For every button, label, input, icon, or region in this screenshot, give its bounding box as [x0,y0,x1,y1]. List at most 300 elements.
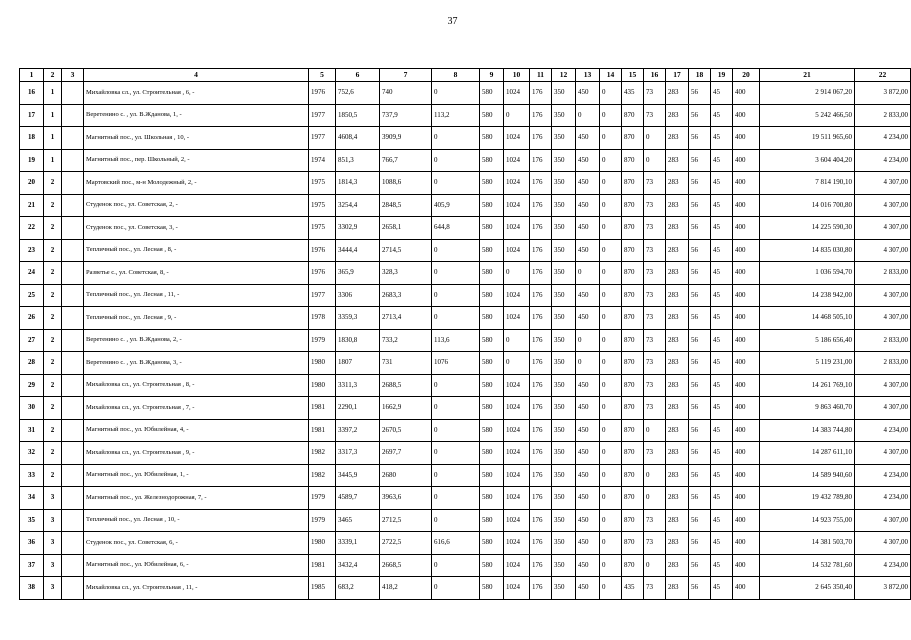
cell-col-21: 14 238 942,00 [760,284,855,307]
cell-col-7: 2658,1 [380,217,432,240]
cell-col-9: 580 [480,239,504,262]
cell-col-8: 0 [432,487,480,510]
cell-col-17: 283 [666,374,689,397]
cell-col-19: 45 [711,307,733,330]
cell-col-3 [62,194,84,217]
column-header-6: 6 [336,69,380,82]
cell-col-2: 2 [44,442,62,465]
cell-col-5: 1978 [309,307,336,330]
cell-col-17: 283 [666,419,689,442]
cell-col-15: 870 [622,554,644,577]
cell-col-13: 450 [576,532,600,555]
cell-col-19: 45 [711,262,733,285]
cell-col-14: 0 [600,104,622,127]
cell-col-22: 4 307,00 [855,307,911,330]
cell-col-15: 870 [622,149,644,172]
cell-col-4: Веретенино с. , ул. В.Жданова, 3, - [84,352,309,375]
cell-col-22: 4 307,00 [855,239,911,262]
cell-col-22: 2 833,00 [855,352,911,375]
cell-col-17: 283 [666,329,689,352]
cell-col-8: 616,6 [432,532,480,555]
cell-col-14: 0 [600,82,622,105]
column-header-4: 4 [84,69,309,82]
cell-col-15: 870 [622,104,644,127]
cell-col-20: 400 [733,194,760,217]
cell-col-8: 0 [432,262,480,285]
cell-col-7: 2848,5 [380,194,432,217]
cell-col-3 [62,487,84,510]
cell-col-6: 752,6 [336,82,380,105]
cell-col-21: 14 923 755,00 [760,509,855,532]
cell-col-12: 350 [552,397,576,420]
cell-col-22: 4 307,00 [855,442,911,465]
cell-col-22: 4 307,00 [855,284,911,307]
cell-col-3 [62,262,84,285]
cell-col-14: 0 [600,419,622,442]
cell-col-18: 56 [689,509,711,532]
cell-col-11: 176 [530,577,552,600]
cell-col-22: 4 307,00 [855,172,911,195]
cell-col-15: 870 [622,307,644,330]
cell-col-8: 0 [432,127,480,150]
cell-col-19: 45 [711,577,733,600]
cell-col-2: 3 [44,577,62,600]
cell-col-21: 19 432 789,80 [760,487,855,510]
cell-col-10: 1024 [504,82,530,105]
cell-col-8: 113,6 [432,329,480,352]
cell-col-22: 4 234,00 [855,554,911,577]
cell-col-17: 283 [666,239,689,262]
cell-col-7: 1088,6 [380,172,432,195]
cell-col-20: 400 [733,284,760,307]
cell-col-5: 1981 [309,419,336,442]
cell-col-11: 176 [530,374,552,397]
cell-col-6: 851,3 [336,149,380,172]
cell-col-9: 580 [480,464,504,487]
cell-col-20: 400 [733,442,760,465]
cell-col-7: 2680 [380,464,432,487]
column-header-14: 14 [600,69,622,82]
cell-col-17: 283 [666,487,689,510]
cell-col-11: 176 [530,172,552,195]
cell-col-12: 350 [552,554,576,577]
page-number: 37 [447,16,458,27]
cell-col-5: 1977 [309,284,336,307]
cell-col-7: 328,3 [380,262,432,285]
cell-col-15: 870 [622,172,644,195]
cell-col-6: 2290,1 [336,397,380,420]
cell-col-12: 350 [552,194,576,217]
table-row [20,104,911,127]
cell-col-16: 73 [644,329,666,352]
cell-col-2: 2 [44,172,62,195]
table-row [20,127,911,150]
cell-col-7: 731 [380,352,432,375]
cell-col-9: 580 [480,172,504,195]
cell-col-1: 23 [20,239,44,262]
column-header-1: 1 [20,69,44,82]
cell-col-5: 1982 [309,464,336,487]
cell-col-16: 73 [644,194,666,217]
cell-col-6: 3444,4 [336,239,380,262]
cell-col-8: 405,9 [432,194,480,217]
cell-col-3 [62,554,84,577]
cell-col-16: 0 [644,554,666,577]
cell-col-2: 2 [44,397,62,420]
column-header-9: 9 [480,69,504,82]
cell-col-5: 1980 [309,532,336,555]
cell-col-14: 0 [600,509,622,532]
cell-col-12: 350 [552,509,576,532]
cell-col-14: 0 [600,172,622,195]
cell-col-14: 0 [600,554,622,577]
cell-col-17: 283 [666,352,689,375]
column-header-11: 11 [530,69,552,82]
cell-col-9: 580 [480,329,504,352]
cell-col-14: 0 [600,307,622,330]
cell-col-14: 0 [600,329,622,352]
table-row [20,307,911,330]
cell-col-8: 0 [432,442,480,465]
cell-col-4: Магнитный пос., ул. Железнодорожная, 7, - [84,487,309,510]
cell-col-17: 283 [666,509,689,532]
cell-col-9: 580 [480,217,504,240]
cell-col-14: 0 [600,577,622,600]
cell-col-1: 35 [20,509,44,532]
cell-col-20: 400 [733,487,760,510]
cell-col-19: 45 [711,487,733,510]
cell-col-16: 73 [644,509,666,532]
cell-col-5: 1976 [309,239,336,262]
column-header-13: 13 [576,69,600,82]
cell-col-12: 350 [552,577,576,600]
cell-col-15: 870 [622,487,644,510]
cell-col-16: 73 [644,442,666,465]
cell-col-11: 176 [530,442,552,465]
cell-col-2: 2 [44,217,62,240]
cell-col-12: 350 [552,329,576,352]
cell-col-2: 2 [44,307,62,330]
cell-col-2: 2 [44,239,62,262]
column-header-5: 5 [309,69,336,82]
cell-col-16: 73 [644,104,666,127]
table-row [20,329,911,352]
cell-col-5: 1975 [309,217,336,240]
cell-col-17: 283 [666,262,689,285]
cell-col-4: Студенок пос., ул. Советская, 6, - [84,532,309,555]
cell-col-5: 1979 [309,509,336,532]
cell-col-22: 4 234,00 [855,149,911,172]
cell-col-13: 450 [576,172,600,195]
cell-col-1: 22 [20,217,44,240]
cell-col-20: 400 [733,554,760,577]
cell-col-13: 450 [576,239,600,262]
cell-col-3 [62,172,84,195]
cell-col-18: 56 [689,149,711,172]
cell-col-12: 350 [552,442,576,465]
cell-col-6: 1830,8 [336,329,380,352]
cell-col-21: 19 511 965,60 [760,127,855,150]
cell-col-2: 1 [44,82,62,105]
cell-col-8: 0 [432,374,480,397]
cell-col-14: 0 [600,262,622,285]
column-header-8: 8 [432,69,480,82]
register-table [19,68,911,600]
table-row [20,532,911,555]
cell-col-6: 1850,5 [336,104,380,127]
cell-col-10: 1024 [504,442,530,465]
cell-col-12: 350 [552,172,576,195]
cell-col-1: 29 [20,374,44,397]
cell-col-22: 2 833,00 [855,104,911,127]
cell-col-17: 283 [666,464,689,487]
cell-col-18: 56 [689,127,711,150]
cell-col-15: 870 [622,374,644,397]
cell-col-1: 26 [20,307,44,330]
cell-col-20: 400 [733,532,760,555]
cell-col-11: 176 [530,217,552,240]
cell-col-18: 56 [689,419,711,442]
cell-col-13: 450 [576,577,600,600]
cell-col-20: 400 [733,127,760,150]
cell-col-2: 2 [44,262,62,285]
cell-col-8: 0 [432,307,480,330]
cell-col-15: 870 [622,284,644,307]
cell-col-7: 2714,5 [380,239,432,262]
cell-col-1: 37 [20,554,44,577]
cell-col-3 [62,239,84,262]
cell-col-16: 73 [644,374,666,397]
cell-col-15: 870 [622,262,644,285]
cell-col-10: 1024 [504,194,530,217]
table-row [20,82,911,105]
cell-col-22: 4 307,00 [855,532,911,555]
cell-col-15: 870 [622,397,644,420]
cell-col-18: 56 [689,284,711,307]
column-header-19: 19 [711,69,733,82]
cell-col-19: 45 [711,352,733,375]
cell-col-3 [62,419,84,442]
cell-col-5: 1981 [309,397,336,420]
cell-col-19: 45 [711,419,733,442]
cell-col-17: 283 [666,172,689,195]
cell-col-3 [62,329,84,352]
cell-col-20: 400 [733,172,760,195]
cell-col-5: 1979 [309,329,336,352]
cell-col-19: 45 [711,397,733,420]
cell-col-3 [62,82,84,105]
cell-col-10: 1024 [504,487,530,510]
cell-col-21: 14 835 030,80 [760,239,855,262]
cell-col-11: 176 [530,284,552,307]
cell-col-19: 45 [711,374,733,397]
column-header-10: 10 [504,69,530,82]
cell-col-11: 176 [530,239,552,262]
cell-col-3 [62,374,84,397]
cell-col-5: 1980 [309,352,336,375]
cell-col-7: 2697,7 [380,442,432,465]
cell-col-12: 350 [552,532,576,555]
cell-col-10: 0 [504,262,530,285]
cell-col-15: 870 [622,217,644,240]
cell-col-1: 32 [20,442,44,465]
cell-col-10: 1024 [504,374,530,397]
cell-col-9: 580 [480,397,504,420]
cell-col-4: Михайловка сл., ул. Строительная , 11, - [84,577,309,600]
cell-col-11: 176 [530,194,552,217]
cell-col-3 [62,352,84,375]
cell-col-6: 3339,1 [336,532,380,555]
cell-col-21: 14 383 744,80 [760,419,855,442]
cell-col-11: 176 [530,307,552,330]
cell-col-2: 2 [44,374,62,397]
cell-col-21: 14 468 505,10 [760,307,855,330]
cell-col-16: 73 [644,82,666,105]
cell-col-20: 400 [733,509,760,532]
cell-col-21: 2 645 350,40 [760,577,855,600]
cell-col-15: 435 [622,82,644,105]
cell-col-10: 1024 [504,217,530,240]
cell-col-11: 176 [530,397,552,420]
cell-col-19: 45 [711,82,733,105]
cell-col-4: Магнитный пос., пер. Школьный, 2, - [84,149,309,172]
cell-col-12: 350 [552,374,576,397]
cell-col-13: 450 [576,82,600,105]
cell-col-7: 737,9 [380,104,432,127]
cell-col-1: 28 [20,352,44,375]
cell-col-4: Магнитный пос., ул. Школьная , 10, - [84,127,309,150]
cell-col-3 [62,127,84,150]
table-row [20,577,911,600]
cell-col-10: 1024 [504,284,530,307]
cell-col-15: 870 [622,239,644,262]
cell-col-14: 0 [600,217,622,240]
cell-col-3 [62,217,84,240]
cell-col-6: 3465 [336,509,380,532]
cell-col-9: 580 [480,509,504,532]
cell-col-20: 400 [733,262,760,285]
cell-col-1: 17 [20,104,44,127]
cell-col-18: 56 [689,487,711,510]
cell-col-6: 683,2 [336,577,380,600]
cell-col-12: 350 [552,307,576,330]
cell-col-14: 0 [600,194,622,217]
cell-col-12: 350 [552,487,576,510]
column-header-21: 21 [760,69,855,82]
table-row [20,419,911,442]
cell-col-10: 1024 [504,532,530,555]
cell-col-2: 2 [44,419,62,442]
cell-col-20: 400 [733,374,760,397]
cell-col-7: 1662,9 [380,397,432,420]
cell-col-11: 176 [530,104,552,127]
cell-col-18: 56 [689,554,711,577]
cell-col-20: 400 [733,104,760,127]
cell-col-5: 1981 [309,554,336,577]
cell-col-21: 14 532 781,60 [760,554,855,577]
cell-col-18: 56 [689,352,711,375]
cell-col-2: 1 [44,127,62,150]
cell-col-7: 740 [380,82,432,105]
cell-col-2: 3 [44,509,62,532]
cell-col-8: 0 [432,464,480,487]
cell-col-18: 56 [689,397,711,420]
cell-col-9: 580 [480,554,504,577]
cell-col-2: 3 [44,554,62,577]
cell-col-16: 0 [644,127,666,150]
header-row [20,69,911,82]
cell-col-19: 45 [711,149,733,172]
cell-col-17: 283 [666,127,689,150]
cell-col-13: 450 [576,554,600,577]
cell-col-6: 3445,9 [336,464,380,487]
cell-col-8: 644,8 [432,217,480,240]
cell-col-5: 1977 [309,104,336,127]
cell-col-3 [62,509,84,532]
cell-col-2: 1 [44,104,62,127]
cell-col-14: 0 [600,487,622,510]
cell-col-21: 7 814 190,10 [760,172,855,195]
table-row [20,464,911,487]
cell-col-3 [62,284,84,307]
cell-col-16: 0 [644,419,666,442]
cell-col-11: 176 [530,127,552,150]
cell-col-8: 0 [432,554,480,577]
cell-col-19: 45 [711,532,733,555]
cell-col-22: 4 307,00 [855,374,911,397]
cell-col-11: 176 [530,509,552,532]
cell-col-21: 5 242 466,50 [760,104,855,127]
cell-col-9: 580 [480,374,504,397]
cell-col-12: 350 [552,419,576,442]
cell-col-7: 2668,5 [380,554,432,577]
cell-col-5: 1985 [309,577,336,600]
cell-col-8: 1076 [432,352,480,375]
cell-col-4: Магнитный пос., ул. Юбилейная, 4, - [84,419,309,442]
cell-col-20: 400 [733,217,760,240]
cell-col-8: 0 [432,509,480,532]
cell-col-20: 400 [733,82,760,105]
cell-col-18: 56 [689,172,711,195]
cell-col-9: 580 [480,442,504,465]
table-row [20,194,911,217]
cell-col-12: 350 [552,149,576,172]
cell-col-10: 1024 [504,239,530,262]
cell-col-17: 283 [666,577,689,600]
cell-col-7: 2722,5 [380,532,432,555]
table-row [20,284,911,307]
cell-col-15: 870 [622,509,644,532]
cell-col-11: 176 [530,419,552,442]
cell-col-16: 73 [644,532,666,555]
cell-col-17: 283 [666,554,689,577]
cell-col-4: Мартовский пос., м-н Молодежный, 2, - [84,172,309,195]
cell-col-9: 580 [480,82,504,105]
cell-col-13: 450 [576,397,600,420]
cell-col-9: 580 [480,352,504,375]
cell-col-14: 0 [600,442,622,465]
cell-col-6: 3254,4 [336,194,380,217]
cell-col-21: 14 261 769,10 [760,374,855,397]
cell-col-5: 1976 [309,262,336,285]
cell-col-9: 580 [480,284,504,307]
cell-col-22: 4 234,00 [855,464,911,487]
column-header-7: 7 [380,69,432,82]
cell-col-11: 176 [530,329,552,352]
cell-col-4: Михайловка сл., ул. Строительная , 7, - [84,397,309,420]
cell-col-6: 1807 [336,352,380,375]
cell-col-14: 0 [600,352,622,375]
